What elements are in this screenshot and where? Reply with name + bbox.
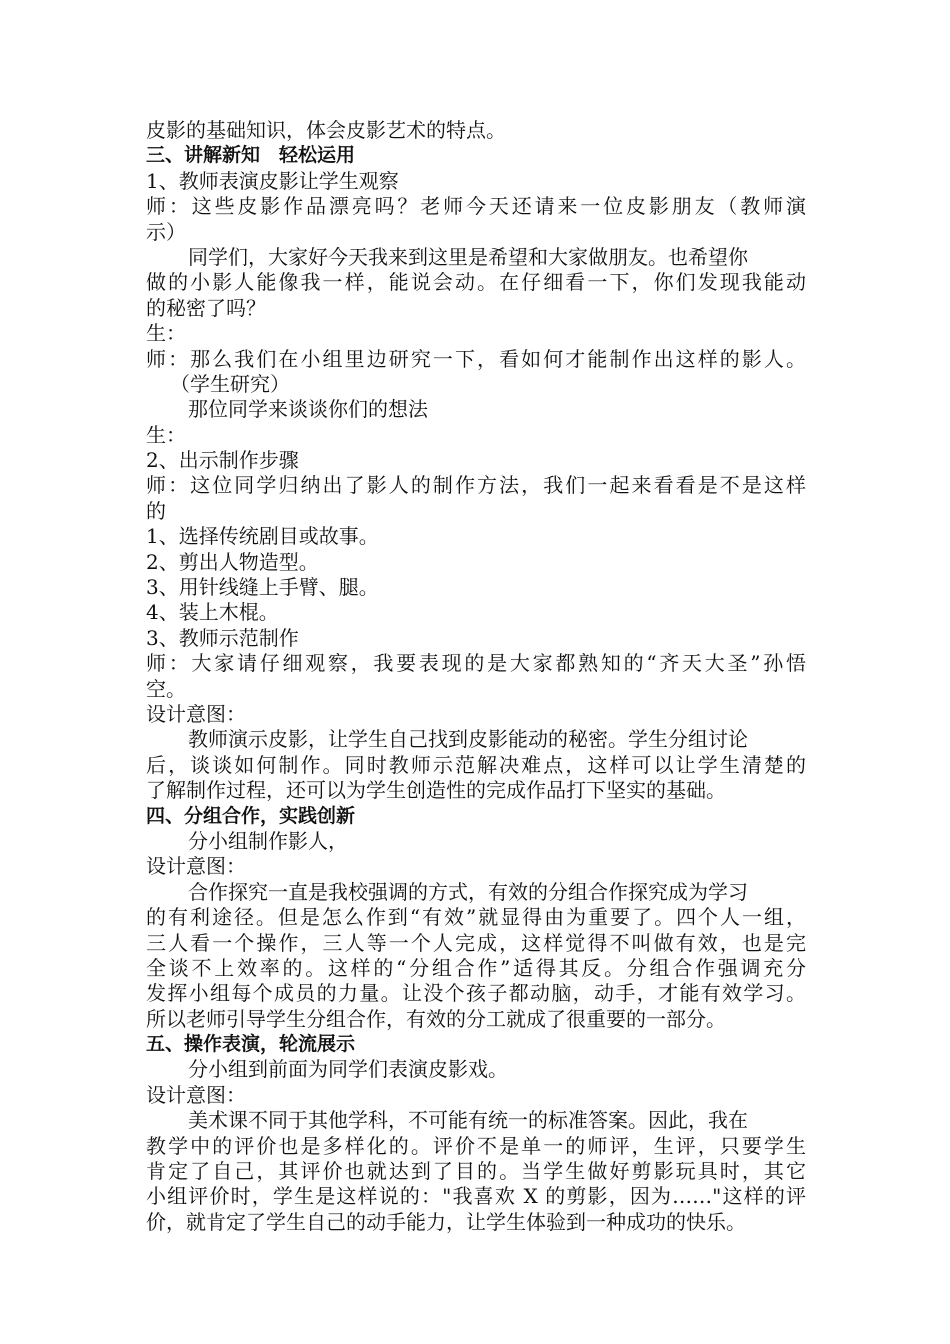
paragraph-line: 那位同学来谈谈你们的想法 — [188, 397, 428, 422]
paragraph-line: 设计意图： — [146, 854, 246, 879]
paragraph-line: 后，谈谈如何制作。同时教师示范解决难点，这样可以让学生清楚的 — [146, 752, 806, 777]
paragraph-line: 2、剪出人物造型。 — [146, 549, 319, 574]
paragraph-line: 师：那么我们在小组里边研究一下，看如何才能制作出这样的影人。 — [146, 346, 806, 371]
paragraph-line: 所以老师引导学生分组合作，有效的分工就成了很重要的一部分。 — [146, 1006, 726, 1031]
section-heading: 三、讲解新知 轻松运用 — [146, 144, 356, 167]
paragraph-line: 生： — [146, 321, 186, 346]
paragraph-line: 三人看一个操作，三人等一个人完成，这样觉得不叫做有效，也是完 — [146, 930, 806, 955]
paragraph-line: 小组评价时，学生是这样说的："我喜欢 X 的剪影，因为……"这样的评 — [146, 1184, 806, 1209]
paragraph-line: 示） — [146, 219, 186, 244]
paragraph-line: 师：这些皮影作品漂亮吗？老师今天还请来一位皮影朋友（教师演 — [146, 194, 806, 219]
paragraph-line: 3、用针线缝上手臂、腿。 — [146, 575, 379, 600]
paragraph-line: 设计意图： — [146, 701, 246, 726]
paragraph-line: 生： — [146, 422, 186, 447]
paragraph-line: 的有利途径。但是怎么作到“有效”就显得由为重要了。四个人一组， — [146, 905, 806, 930]
paragraph-line: 教学中的评价也是多样化的。评价不是单一的师评，生评，只要学生 — [146, 1133, 806, 1158]
section-heading: 五、操作表演，轮流展示 — [146, 1033, 356, 1056]
paragraph-line: 了解制作过程，还可以为学生创造性的完成作品打下坚实的基础。 — [146, 778, 726, 803]
paragraph-line: 师：大家请仔细观察，我要表现的是大家都熟知的“齐天大圣”孙悟 — [146, 651, 806, 676]
paragraph-line: 肯定了自己，其评价也就达到了目的。当学生做好剪影玩具时，其它 — [146, 1159, 806, 1184]
paragraph-line: 设计意图： — [146, 1082, 246, 1107]
document-body — [146, 118, 816, 1235]
paragraph-line: 1、教师表演皮影让学生观察 — [146, 168, 399, 193]
paragraph-line: 合作探究一直是我校强调的方式，有效的分组合作探究成为学习 — [188, 879, 748, 904]
paragraph-line: 师：这位同学归纳出了影人的制作方法，我们一起来看看是不是这样 — [146, 473, 806, 498]
paragraph-line: 皮影的基础知识，体会皮影艺术的特点。 — [146, 118, 506, 142]
paragraph-line: 美术课不同于其他学科，不可能有统一的标准答案。因此，我在 — [188, 1108, 748, 1133]
paragraph-line: 4、装上木棍。 — [146, 600, 279, 625]
paragraph-line: 全谈不上效率的。这样的“分组合作”适得其反。分组合作强调充分 — [146, 955, 806, 980]
paragraph-line: （学生研究） — [170, 371, 290, 396]
paragraph-line: 发挥小组每个成员的力量。让没个孩子都动脑，动手，才能有效学习。 — [146, 981, 806, 1006]
section-heading: 四、分组合作，实践创新 — [146, 804, 356, 827]
paragraph-line: 分小组制作影人， — [188, 828, 348, 853]
paragraph-line: 的 — [146, 498, 166, 523]
paragraph-line: 3、教师示范制作 — [146, 625, 299, 650]
paragraph-line: 价，就肯定了学生自己的动手能力，让学生体验到一种成功的快乐。 — [146, 1209, 746, 1234]
paragraph-line: 2、出示制作步骤 — [146, 448, 299, 473]
paragraph-line: 空。 — [146, 676, 186, 701]
paragraph-line: 教师演示皮影，让学生自己找到皮影能动的秘密。学生分组讨论 — [188, 727, 748, 752]
paragraph-line: 做的小影人能像我一样，能说会动。在仔细看一下，你们发现我能动 — [146, 270, 806, 295]
paragraph-line: 分小组到前面为同学们表演皮影戏。 — [188, 1057, 508, 1082]
paragraph-line: 的秘密了吗？ — [146, 295, 266, 320]
paragraph-line: 同学们，大家好今天我来到这里是希望和大家做朋友。也希望你 — [188, 244, 748, 269]
paragraph-line: 1、选择传统剧目或故事。 — [146, 524, 379, 549]
